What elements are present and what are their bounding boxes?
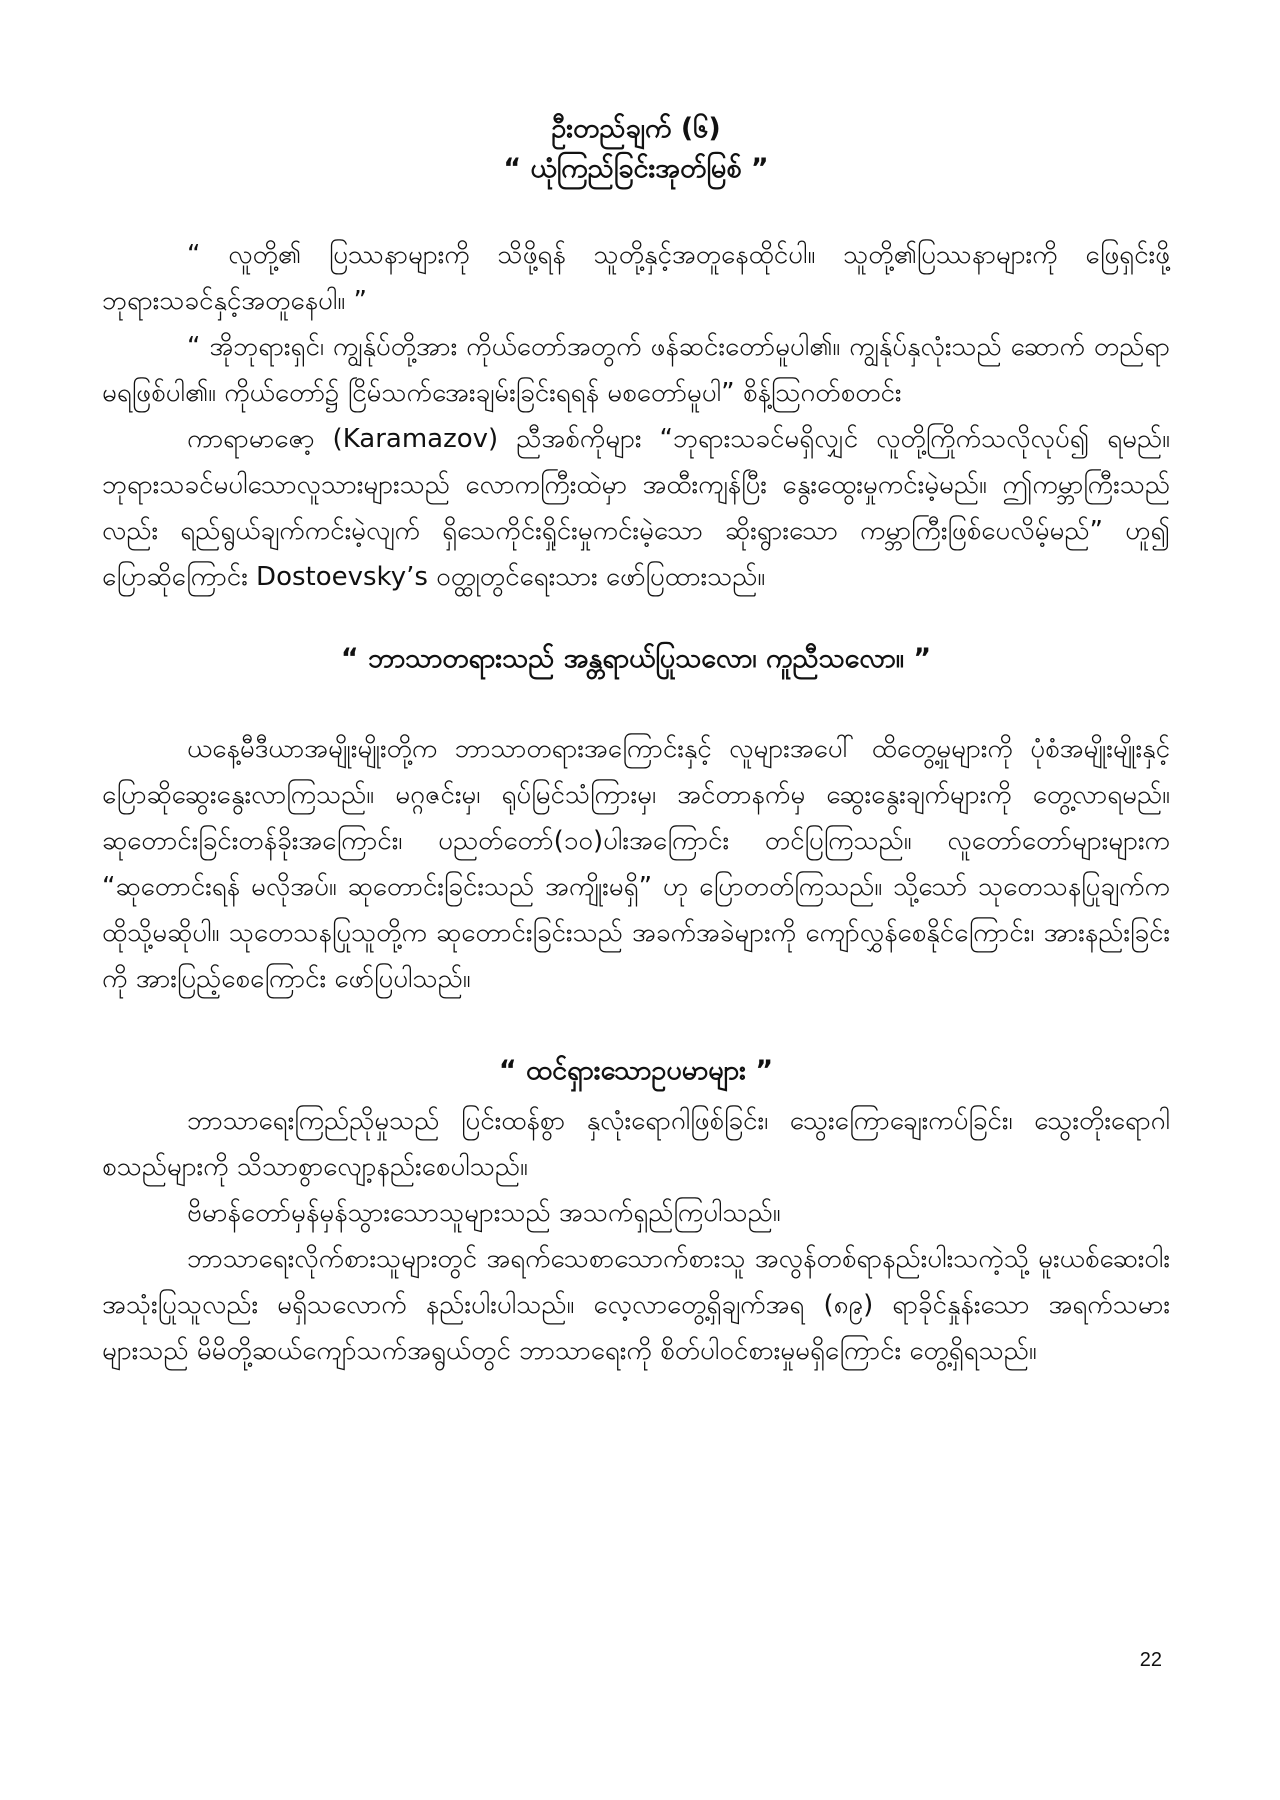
page-number: 22 (1139, 1649, 1162, 1671)
chapter-subtitle: “ ယုံကြည်ခြင်းအုတ်မြစ် ” (503, 153, 769, 184)
paragraph: ယနေ့မီဒီယာအမျိုးမျိုးတို့က ဘာသာတရားအကြောင်းနှင့် လူများအပေါ် ထိတွေ့မှုများကို ပုံစံအမျိုးမျိုးနှင့်ပြောဆိုဆွေးနွေးလာကြသည်။ မဂ္ဂဇင်းမှ၊ ရုပ်မြင်သံကြားမှ၊ အင်တာနက်မှ ဆွေးနွေးချက်များကို တွေ့လာရမည်။ ဆုတောင်းခြင်းတန်ခိုးအကြောင်း၊ ပညတ်တော်(၁၀)ပါးအကြောင်း တင်ပြကြသည်။ လူတော်တော်များများက “ဆုတောင်းရန် မလိုအပ်။ ဆုတောင်းခြင်းသည် အကျိုးမရှိ” ဟု ပြောတတ်ကြသည်။ သို့သော် သုတေသနပြုချက်က ထိုသို့မဆိုပါ။ သုတေသနပြုသူတို့က ဆုတောင်းခြင်းသည် အခက်အခဲများကို ကျော်လွှန်စေနိုင်ကြောင်း၊ အားနည်းခြင်းကို အားပြည့်စေကြောင်း ဖော်ပြပါသည်။ (102, 734, 1170, 994)
paragraph: “ လူတို့၏ ပြဿနာများကို သိဖို့ရန် သူတို့နှင့်အတူနေထိုင်ပါ။ သူတို့၏ပြဿနာများကို ဖြေရှင်းဖို့ ဘုရားသခင်နှင့်အတူနေပါ။ ” (102, 240, 1170, 316)
paragraph: ကာရာမာဇော့ (Karamazov) ညီအစ်ကိုများ “ဘုရားသခင်မရှိလျှင် လူတို့ကြိုက်သလိုလုပ်၍ ရမည်။ ဘုရားသခင်မပါသောလူသားများသည် လောကကြီးထဲမှာ အထီးကျန်ပြီး နွေးထွေးမှုကင်းမဲ့မည်။ ဤကမ္ဘာကြီးသည်လည်း ရည်ရွယ်ချက်ကင်းမဲ့လျက် ရှိသေကိုင်းရှိုင်းမှုကင်းမဲ့သော ဆိုးရွားသော ကမ္ဘာကြီးဖြစ်ပေလိမ့်မည်” ဟူ၍ ပြောဆိုကြောင်း Dostoevsky’s ဝတ္ထုတွင်ရေးသား ဖော်ပြထားသည်။ (102, 424, 1170, 592)
paragraph: “ အိုဘုရားရှင်၊ ကျွန်ုပ်တို့အား ကိုယ်တော်အတွက် ဖန်ဆင်းတော်မူပါ၏။ ကျွန်ုပ်နှလုံးသည် ဆောက် တည်ရာမရဖြစ်ပါ၏။ ကိုယ်တော်၌ ငြိမ်သက်အေးချမ်းခြင်းရရန် မစတော်မူပါ” စိန့်ဩဂတ်စတင်း (102, 332, 1170, 408)
section-heading: “ ဘာသာတရားသည် အန္တရာယ်ပြုသလော၊ ကူညီသလော။ ” (340, 643, 932, 674)
paragraph: ဗိမာန်တော်မှန်မှန်သွားသောသူများသည် အသက်ရှည်ကြပါသည်။ (187, 1198, 781, 1228)
paragraph: ဘာသာရေးကြည်ညိုမှုသည် ပြင်းထန်စွာ နှလုံးရောဂါဖြစ်ခြင်း၊ သွေးကြောချေးကပ်ခြင်း၊ သွေးတိုးရောဂါစသည်များကို သိသာစွာလျော့နည်းစေပါသည်။ (102, 1106, 1170, 1182)
paragraph: ဘာသာရေးလိုက်စားသူများတွင် အရက်သေစာသောက်စားသူ အလွန်တစ်ရာနည်းပါးသကဲ့သို့ မူးယစ်ဆေးဝါး အသုံးပြုသူလည်း မရှိသလောက် နည်းပါးပါသည်။ လေ့လာတွေ့ရှိချက်အရ (၈၉) ရာခိုင်နှုန်းသော အရက်သမားများသည် မိမိတို့ဆယ်ကျော်သက်အရွယ်တွင် ဘာသာရေးကို စိတ်ပါဝင်စားမှုမရှိကြောင်း တွေ့ရှိရသည်။ (102, 1244, 1170, 1366)
section-heading: “ ထင်ရှားသောဥပမာများ ” (498, 1055, 774, 1086)
chapter-title: ဦးတည်ချက် (၆) (551, 113, 721, 144)
document-page (102, 110, 1170, 1374)
